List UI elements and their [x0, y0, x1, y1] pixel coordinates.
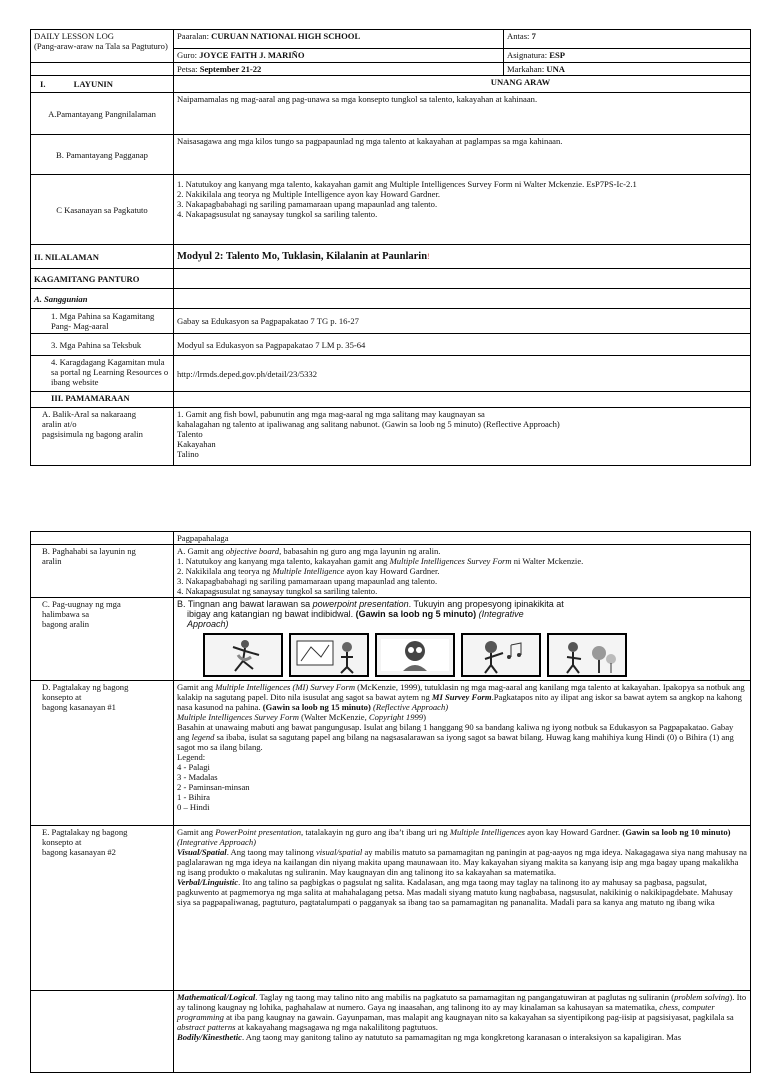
- section1-heading: [31, 76, 174, 93]
- visual-spatial-paragraph: [177, 847, 747, 877]
- quarter-cell: [504, 63, 751, 76]
- section1-title: LAYUNIN: [73, 79, 113, 89]
- teacher-cell: [174, 49, 504, 63]
- pagtalakay-1-label: [31, 681, 174, 826]
- pagtalakay-2-content: [174, 826, 751, 991]
- e-vs-a: . Ang taong may talinong: [226, 847, 316, 857]
- e-p1-g: (Integrative Approach): [177, 837, 256, 847]
- objective-item: [177, 566, 747, 576]
- pamantayang-pangnilalaman-text: Naipamamalas ng mag-aaral ang pag-unawa sa mga konsepto tungkol sa talento, kakayahan at kahinaan.: [174, 93, 751, 135]
- d-p1-a: Gamit ang: [177, 682, 216, 692]
- paghahabi-label: [31, 545, 174, 598]
- quarter-label: Markahan:: [507, 64, 545, 74]
- c-line2-it: (Integrative: [476, 609, 524, 619]
- e-p1-b: PowerPoint presentation: [215, 827, 302, 837]
- balik-aral-label: [31, 408, 174, 466]
- objective-item2-pre: 2. Nakikilala ang teorya ng: [177, 566, 273, 576]
- c-line2-pre: ibigay ang katangian ng bawat indibidwal.: [187, 609, 356, 619]
- objective-item: 4. Nakapagsusulat ng sanaysay tungkol sa sariling talento.: [177, 586, 378, 596]
- e-p1-c: , tatalakayin ng guro ang iba’t ibang uri ng: [301, 827, 450, 837]
- day-heading: UNANG ARAW: [174, 76, 751, 93]
- balik-aral-label-line: aralin at/o: [42, 419, 77, 429]
- objective-item2-post: ayon kay Howard Gardner.: [344, 566, 440, 576]
- school-label: Paaralan:: [177, 31, 209, 41]
- picture-singer: [461, 633, 541, 677]
- kasanayan-list: [174, 175, 751, 245]
- e-ml-f: abstract patterns: [177, 1022, 236, 1032]
- d-p2-a: Multiple Intelligences Survey Form: [177, 712, 299, 722]
- ref1-text: Gabay sa Edukasyon sa Pagpapakatao 7 TG p. 16-27: [174, 309, 751, 334]
- pamantayang-pagganap-label: B. Pamantayang Pagganap: [31, 135, 174, 175]
- e-vl-text: . Ito ang talino sa pagbigkas o pagsulat ng salita. Kadalasan, ang mga taong may taglay na talinong ito ay mahusay sa pagbasa, pagsulat, pagkuwento at pagmemorya ng mga salita at mahahalagang petsa. Mas madali siyang matuto kung nagbabasa, nagsusulat, nakikinig o nakikipagdebate. Mahusay siya sa pagpapaliwanag, pagtuturo, pagtatalumpati o pagganyak sa ibang tao sa pamamagitan ng pananalita. Madali para sa kanya ang matuto ng ibang wika: [177, 877, 733, 907]
- picture-gardener: [547, 633, 627, 677]
- sanggunian-empty: [174, 289, 751, 309]
- bodily-kinesthetic-paragraph: [177, 1032, 747, 1042]
- nilalaman-heading: II. NILALAMAN: [31, 245, 174, 269]
- objective-item: [177, 556, 747, 566]
- paghahabi-text: [174, 545, 751, 598]
- paghahabi-label-line: B. Paghahabi sa layunin ng: [42, 546, 136, 556]
- legend-item: 3 - Madalas: [177, 772, 218, 782]
- balik-aral-line: 1. Gamit ang fish bowl, pabunutin ang mga mag-aaral ng mga salitang may kaugnayan sa: [177, 409, 485, 419]
- profession-pictures: [177, 629, 747, 679]
- e-p1-f: (Gawin sa loob ng 10 minuto): [622, 827, 731, 837]
- d-p3-b: legend: [191, 732, 215, 742]
- objective-intro-it: objective board: [225, 546, 280, 556]
- e-ml-c: ). Ito ay talinong kaugnay ng lohika, paghahalaw at numero. Gaya ng inaasahan, ang talinong ito ay may kinalaman sa kahusayan sa matematika,: [177, 992, 747, 1012]
- kagamitan-heading: KAGAMITANG PANTURO: [31, 269, 174, 289]
- legend-item: 0 – Hindi: [177, 802, 210, 812]
- kasanayan-item: 3. Nakapagbabahagi ng sariling pamamaraan upang mapaunlad ang talento.: [177, 199, 438, 209]
- legend-item: 4 - Palagi: [177, 762, 210, 772]
- kasanayan-item: 2. Nakikilala ang teorya ng Multiple Intelligence ayon kay Howard Gardner.: [177, 189, 440, 199]
- legend-item: 2 - Paminsan-minsan: [177, 782, 250, 792]
- e-vs-title: Visual/Spatial: [177, 847, 227, 857]
- objective-item: 3. Nakapagbabahagi ng sariling pamamaraan upang mapaunlad ang talento.: [177, 576, 438, 586]
- balik-aral-text: [174, 408, 751, 466]
- pag-uugnay-label-line: bagong aralin: [42, 619, 90, 629]
- sanggunian-heading: A. Sanggunian: [31, 289, 174, 309]
- objective-intro-post: , babasahin ng guro ang mga layunin ng aralin.: [279, 546, 441, 556]
- legend-title: Legend:: [177, 752, 206, 762]
- objective-intro-pre: A. Gamit ang: [177, 546, 226, 556]
- c-line2-bold: (Gawin sa loob ng 5 minuto): [355, 609, 477, 619]
- c-line1-it: powerpoint presentation: [312, 599, 409, 609]
- balik-aral-word: Kakayahan: [177, 439, 216, 449]
- subject-label: Asignatura:: [507, 50, 548, 60]
- pamamaraan-empty: [174, 392, 751, 408]
- pagtalakay-1-label-line: bagong kasanayan #1: [42, 702, 116, 712]
- balik-aral-line: kahalagahan ng talento at ipaliwanag ang salitang nabunot. (Gawin sa loob ng 5 minuto) (Reflective Approach): [177, 419, 560, 429]
- ref4-label: 4. Karagdagang Kagamitan mula sa portal ng Learning Resources o ibang website: [31, 356, 174, 392]
- pagtalakay-2-label: [31, 826, 174, 991]
- d-p3-c: sa ibaba, isulat sa sagutang papel ang bilang na nagsasalarawan sa iyong sagot sa bawat bilang. Huwag kang mahihiya kung Hindi (0) o Bihira (1) ang sagot mo sa ilang bilang.: [177, 732, 734, 752]
- e-vs-b: visual/spatial: [315, 847, 363, 857]
- d-p2-d: ): [423, 712, 426, 722]
- grade-label: Antas:: [507, 31, 530, 41]
- module-cell: [174, 245, 751, 269]
- ref3-label: 3. Mga Pahina sa Teksbuk: [31, 334, 174, 356]
- quarter-value: UNA: [546, 64, 566, 74]
- pagtalakay-1-content: [174, 681, 751, 826]
- pagpapahalaga-text: Pagpapahalaga: [174, 532, 751, 545]
- powerpoint-paragraph: [177, 827, 747, 847]
- d-p1-c: (McKenzie, 1999), tutuklasin ng mga mag-aaral ang kanilang mga talento at kakayahan. Ipakopya sa notbuk ang kalakip na sagutang papel. Dito nila isusulat ang sagot sa bawat aytem ng: [177, 682, 745, 702]
- e-ml-g: at kakayahang magsagawa ng mga nakalilitong pagtutuos.: [235, 1022, 438, 1032]
- blank-cell: [31, 532, 174, 545]
- e-vl-title: Verbal/Linguistic: [177, 877, 239, 887]
- d-p1-b: Multiple Intelligences (MI) Survey Form: [215, 682, 356, 692]
- e-ml-title: Mathematical/Logical: [177, 992, 256, 1002]
- balik-aral-word: Talino: [177, 449, 199, 459]
- verbal-linguistic-paragraph: [177, 877, 747, 907]
- mi-survey-citation: [177, 712, 747, 722]
- pagtalakay-2-continued: [174, 991, 751, 1073]
- paghahabi-label-line: aralin: [42, 556, 62, 566]
- e-bk-text: . Ang taong may ganitong talino ay natututo sa pamamagitan ng mga kongkretong karanasan o interaksiyon sa kapaligiran. Mas: [241, 1032, 682, 1042]
- pagtalakay-2-label-line: bagong kasanayan #2: [42, 847, 116, 857]
- pagtalakay-2-label-line: E. Pagtalakay ng bagong: [42, 827, 128, 837]
- mi-survey-paragraph: [177, 682, 747, 712]
- picture-dancer: [203, 633, 283, 677]
- pag-uugnay-line1: [177, 599, 747, 609]
- d-p1-e: .Pagkatapos nito ay ilipat ang iskor sa bawat aytem sa angkop na kahong nasa kasunod na pahina.: [177, 692, 742, 712]
- pamantayang-pagganap-text: Naisasagawa ang mga kilos tungo sa pagpapaunlad ng mga talento at kakayahan at paglampas sa mga kahinaan.: [174, 135, 751, 175]
- pag-uugnay-content: [174, 598, 751, 681]
- e-ml-a: . Taglay ng taong may talino nito ang mabilis na pagkatuto sa pamamagitan ng pangangatuwiran at paglutas ng suliranin (: [255, 992, 675, 1002]
- e-ml-b: problem solving: [674, 992, 730, 1002]
- e-p1-d: Multiple Intelligences: [449, 827, 525, 837]
- ref3-text: Modyul sa Edukasyon sa Pagpapakatao 7 LM p. 35-64: [174, 334, 751, 356]
- module-mark: !: [427, 252, 430, 261]
- objective-intro: [177, 546, 747, 556]
- teacher-name: JOYCE FAITH J. MARIÑO: [199, 50, 305, 60]
- teacher-label: Guro:: [177, 50, 198, 60]
- pamantayang-pangnilalaman-label: A.Pamantayang Pangnilalaman: [31, 93, 174, 135]
- picture-teacher: [375, 633, 455, 677]
- e-p1-a: Gamit ang: [177, 827, 216, 837]
- d-p1-f: (Gawin sa loob ng 15 minuto): [262, 702, 371, 712]
- kasanayan-label: C Kasanayan sa Pagkatuto: [31, 175, 174, 245]
- blank-cell: [31, 63, 174, 76]
- pagtalakay-1-label-line: konsepto at: [42, 692, 82, 702]
- log-title: DAILY LESSON LOG: [34, 31, 114, 41]
- objective-item1-pre: 1. Natutukoy ang kanyang mga talento, kakayahan gamit ang: [177, 556, 390, 566]
- section1-num: I.: [40, 79, 46, 89]
- balik-aral-label-line: A. Balik-Aral sa nakaraang: [42, 409, 137, 419]
- pag-uugnay-label-line: halimbawa sa: [42, 609, 90, 619]
- ref4-link[interactable]: http://lrmds.deped.gov.ph/detail/23/5332: [174, 356, 751, 392]
- e-bk-title: Bodily/Kinesthetic: [177, 1032, 242, 1042]
- pagtalakay-1-label-line: D. Pagtalakay ng bagong: [42, 682, 129, 692]
- module-title: Modyul 2: Talento Mo, Tuklasin, Kilalanin at Paunlarin: [177, 251, 428, 262]
- e-p1-e: ayon kay Howard Gardner.: [524, 827, 623, 837]
- date-value: September 21-22: [199, 64, 262, 74]
- lesson-log-table-page1: [30, 29, 751, 466]
- date-label: Petsa:: [177, 64, 198, 74]
- grade-cell: [504, 30, 751, 49]
- picture-engineer: [289, 633, 369, 677]
- balik-aral-word: Talento: [177, 429, 203, 439]
- date-cell: [174, 63, 504, 76]
- kasanayan-item: 4. Nakapagsusulat ng sanaysay tungkol sa sariling talento.: [177, 209, 378, 219]
- grade-value: 7: [531, 31, 536, 41]
- objective-item1-post: ni Walter Mckenzie.: [511, 556, 584, 566]
- kasanayan-item: 1. Natutukoy ang kanyang mga talento, kakayahan gamit ang Multiple Intelligences Survey Form ni Walter Mckenzie. EsP7PS-Ic-2.1: [177, 179, 637, 189]
- blank-cell: [31, 991, 174, 1073]
- e-ml-d: chess, computer programming: [177, 1002, 715, 1022]
- mathematical-logical-paragraph: [177, 992, 747, 1032]
- objective-item1-it: Multiple Intelligences Survey Form: [389, 556, 512, 566]
- lesson-log-table-page2: [30, 531, 751, 1073]
- ref1-label: 1. Mga Pahina sa Kagamitang Pang- Mag-aaral: [31, 309, 174, 334]
- log-title-cell: [31, 30, 174, 63]
- d-p2-c: Copyright 1999: [368, 712, 424, 722]
- c-line1-pre: B. Tingnan ang bawat larawan sa: [177, 599, 313, 609]
- legend-item: 1 - Bihira: [177, 792, 210, 802]
- subject-value: ESP: [549, 50, 566, 60]
- pag-uugnay-line2: [177, 609, 747, 619]
- d-p1-g: (Reflective Approach): [370, 702, 449, 712]
- school-cell: [174, 30, 504, 49]
- d-p2-b: (Walter McKenzie,: [298, 712, 369, 722]
- d-p3-a: Basahin at unawaing mabuti ang bawat pangungusap. Isulat ang bilang 1 hanggang 90 sa bandang kaliwa ng iyong notbuk sa Edukasyon sa Pagpapakatao. Gabay ang: [177, 722, 734, 742]
- kagamitan-empty: [174, 269, 751, 289]
- pag-uugnay-label: [31, 598, 174, 681]
- log-subtitle: (Pang-araw-araw na Tala sa Pagtuturo): [34, 41, 168, 51]
- e-vs-c: ay mabilis matuto sa pamamagitan ng paningin at pag-aayos ng mga ideya. Nakagagawa siya nang mahusay na paglalarawan ng mga ideya na kailangan din niyang makita upang maunawaan ito. May kakayahan siyang makita sa kanyang isip ang mga bagay upang makalikha ng isang produkto o makalutas ng suliranin. May kaugnayan din ang talinong ito sa kakayahan sa matematika.: [177, 847, 747, 877]
- school-name: CURUAN NATIONAL HIGH SCHOOL: [211, 31, 361, 41]
- c-line1-post: . Tukuyin ang propesyong ipinakikita at: [408, 599, 564, 609]
- objective-item2-it: Multiple Intelligence: [272, 566, 345, 576]
- pag-uugnay-label-line: C. Pag-uugnay ng mga: [42, 599, 121, 609]
- pag-uugnay-line3: Approach): [187, 619, 229, 629]
- subject-cell: [504, 49, 751, 63]
- pamamaraan-heading: III. PAMAMARAAN: [31, 392, 174, 408]
- pagtalakay-2-label-line: konsepto at: [42, 837, 82, 847]
- d-p1-d: MI Survey Form: [431, 692, 492, 702]
- e-ml-e: at iba pang kaugnay na gawain. Gayunpaman, mas malapit ang kaugnayan nito sa kakayahan sa siyentipikong pag-iisip at pagsisiyasat, pagkilala sa: [223, 1012, 734, 1022]
- mi-survey-instructions: [177, 722, 747, 752]
- balik-aral-label-line: pagsisimula ng bagong aralin: [42, 429, 143, 439]
